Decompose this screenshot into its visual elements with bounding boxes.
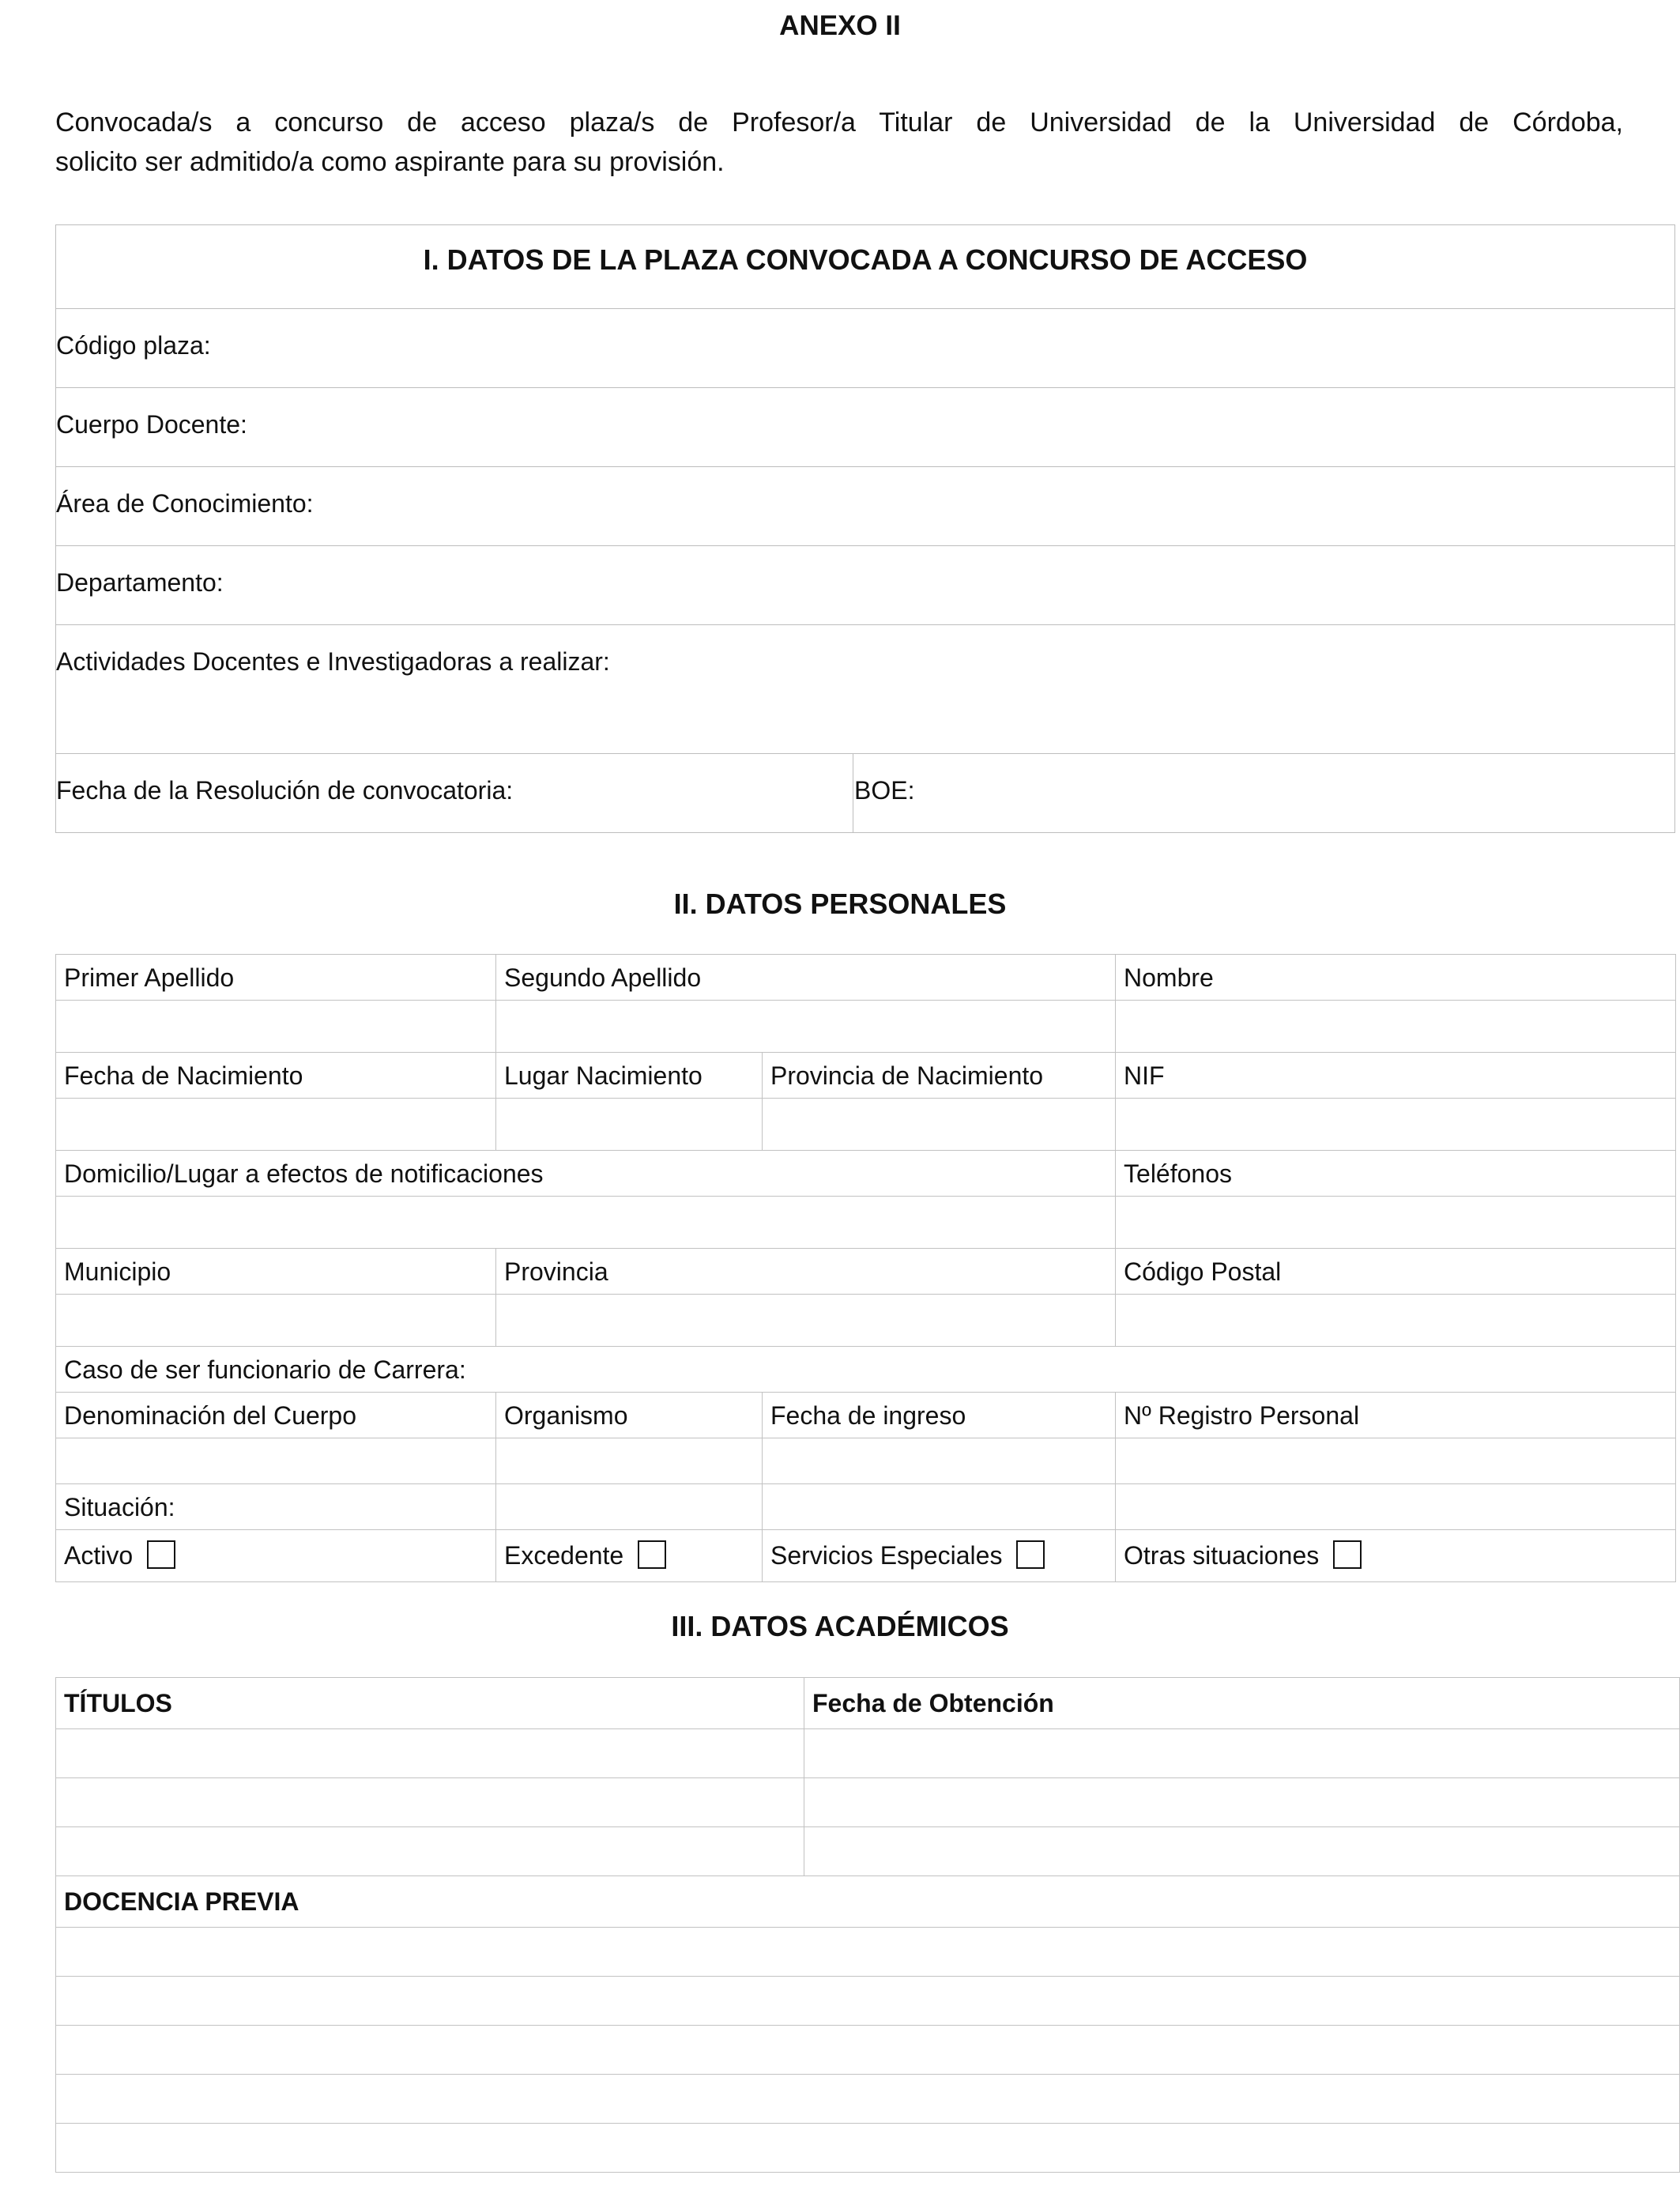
section-plaza [55,224,1675,833]
fecha-obtencion-header: Fecha de Obtención [804,1678,1680,1729]
excedente-option [496,1530,763,1582]
lugar-nacimiento-input[interactable] [496,1099,763,1151]
segundo-apellido-label: Segundo Apellido [496,955,1116,1001]
otras-label: Otras situaciones [1124,1541,1320,1570]
intro-line-1: Convocada/s a concurso de acceso plaza/s de Profesor/a Titular de Universidad de la Universidad de Córdoba, [55,107,1623,138]
intro-line-2: solicito ser admitido/a como aspirante para su provisión. [55,147,725,177]
titulo-input[interactable] [56,1729,804,1778]
titulos-header: TÍTULOS [56,1678,804,1729]
titulo-input[interactable] [56,1778,804,1827]
fecha-obtencion-input[interactable] [804,1827,1680,1876]
otras-option [1116,1530,1676,1582]
domicilio-label: Domicilio/Lugar a efectos de notificaciones [56,1151,1116,1197]
cuerpo-docente-label: Cuerpo Docente: [56,410,247,439]
page-title: ANEXO II [779,10,901,41]
activo-option [56,1530,496,1582]
excedente-checkbox[interactable] [638,1540,666,1569]
titulo-input[interactable] [56,1827,804,1876]
nif-input[interactable] [1116,1099,1676,1151]
servicios-checkbox[interactable] [1016,1540,1045,1569]
codigo-plaza-field[interactable] [55,308,1675,388]
provincia-nacimiento-input[interactable] [763,1099,1116,1151]
fecha-nacimiento-label: Fecha de Nacimiento [56,1053,496,1099]
funcionario-label: Caso de ser funcionario de Carrera: [56,1347,1676,1393]
activo-checkbox[interactable] [147,1540,175,1569]
codigo-postal-label: Código Postal [1116,1249,1676,1295]
area-conocimiento-field[interactable] [55,466,1675,546]
fecha-ingreso-input[interactable] [763,1438,1116,1484]
fecha-ingreso-label: Fecha de ingreso [763,1393,1116,1438]
provincia-label: Provincia [496,1249,1116,1295]
boe-label: BOE: [854,776,915,805]
primer-apellido-label: Primer Apellido [56,955,496,1001]
fecha-boe-row [55,753,1675,833]
segundo-apellido-input[interactable] [496,1001,1116,1053]
section-personales-title: II. DATOS PERSONALES [673,888,1007,920]
docencia-input[interactable] [56,1928,1680,1977]
section-plaza-title: I. DATOS DE LA PLAZA CONVOCADA A CONCURSO DE ACCESO [423,243,1308,276]
lugar-nacimiento-label: Lugar Nacimiento [496,1053,763,1099]
organismo-input[interactable] [496,1438,763,1484]
codigo-plaza-label: Código plaza: [56,331,211,360]
excedente-label: Excedente [504,1541,624,1570]
departamento-field[interactable] [55,545,1675,625]
denominacion-input[interactable] [56,1438,496,1484]
section-academicos-title: III. DATOS ACADÉMICOS [671,1610,1009,1642]
registro-personal-label: Nº Registro Personal [1116,1393,1676,1438]
actividades-label: Actividades Docentes e Investigadoras a realizar: [56,647,610,676]
academic-data-table [55,1677,1680,2173]
intro-paragraph [55,103,1623,182]
municipio-input[interactable] [56,1295,496,1347]
area-conocimiento-label: Área de Conocimiento: [56,489,314,518]
servicios-option [763,1530,1116,1582]
fecha-obtencion-input[interactable] [804,1729,1680,1778]
telefonos-label: Teléfonos [1116,1151,1676,1197]
municipio-label: Municipio [56,1249,496,1295]
provincia-input[interactable] [496,1295,1116,1347]
otras-checkbox[interactable] [1333,1540,1362,1569]
servicios-label: Servicios Especiales [770,1541,1003,1570]
personal-data-table [55,954,1676,1582]
primer-apellido-input[interactable] [56,1001,496,1053]
nombre-label: Nombre [1116,955,1676,1001]
situacion-empty-cell [763,1484,1116,1530]
situacion-label: Situación: [56,1484,496,1530]
cuerpo-docente-field[interactable] [55,387,1675,467]
codigo-postal-input[interactable] [1116,1295,1676,1347]
organismo-label: Organismo [496,1393,763,1438]
docencia-input[interactable] [56,2075,1680,2124]
fecha-resolucion-label: Fecha de la Resolución de convocatoria: [56,776,514,805]
situacion-empty-cell [1116,1484,1676,1530]
actividades-field[interactable] [55,624,1675,754]
denominacion-label: Denominación del Cuerpo [56,1393,496,1438]
docencia-input[interactable] [56,1977,1680,2026]
docencia-header: DOCENCIA PREVIA [56,1876,1680,1928]
registro-personal-input[interactable] [1116,1438,1676,1484]
telefonos-input[interactable] [1116,1197,1676,1249]
provincia-nacimiento-label: Provincia de Nacimiento [763,1053,1116,1099]
departamento-label: Departamento: [56,568,224,597]
docencia-input[interactable] [56,2026,1680,2075]
activo-label: Activo [64,1541,134,1570]
nombre-input[interactable] [1116,1001,1676,1053]
section-plaza-header [55,224,1675,309]
fecha-obtencion-input[interactable] [804,1778,1680,1827]
docencia-input[interactable] [56,2124,1680,2173]
fecha-nacimiento-input[interactable] [56,1099,496,1151]
domicilio-input[interactable] [56,1197,1116,1249]
nif-label: NIF [1116,1053,1676,1099]
situacion-empty-cell [496,1484,763,1530]
